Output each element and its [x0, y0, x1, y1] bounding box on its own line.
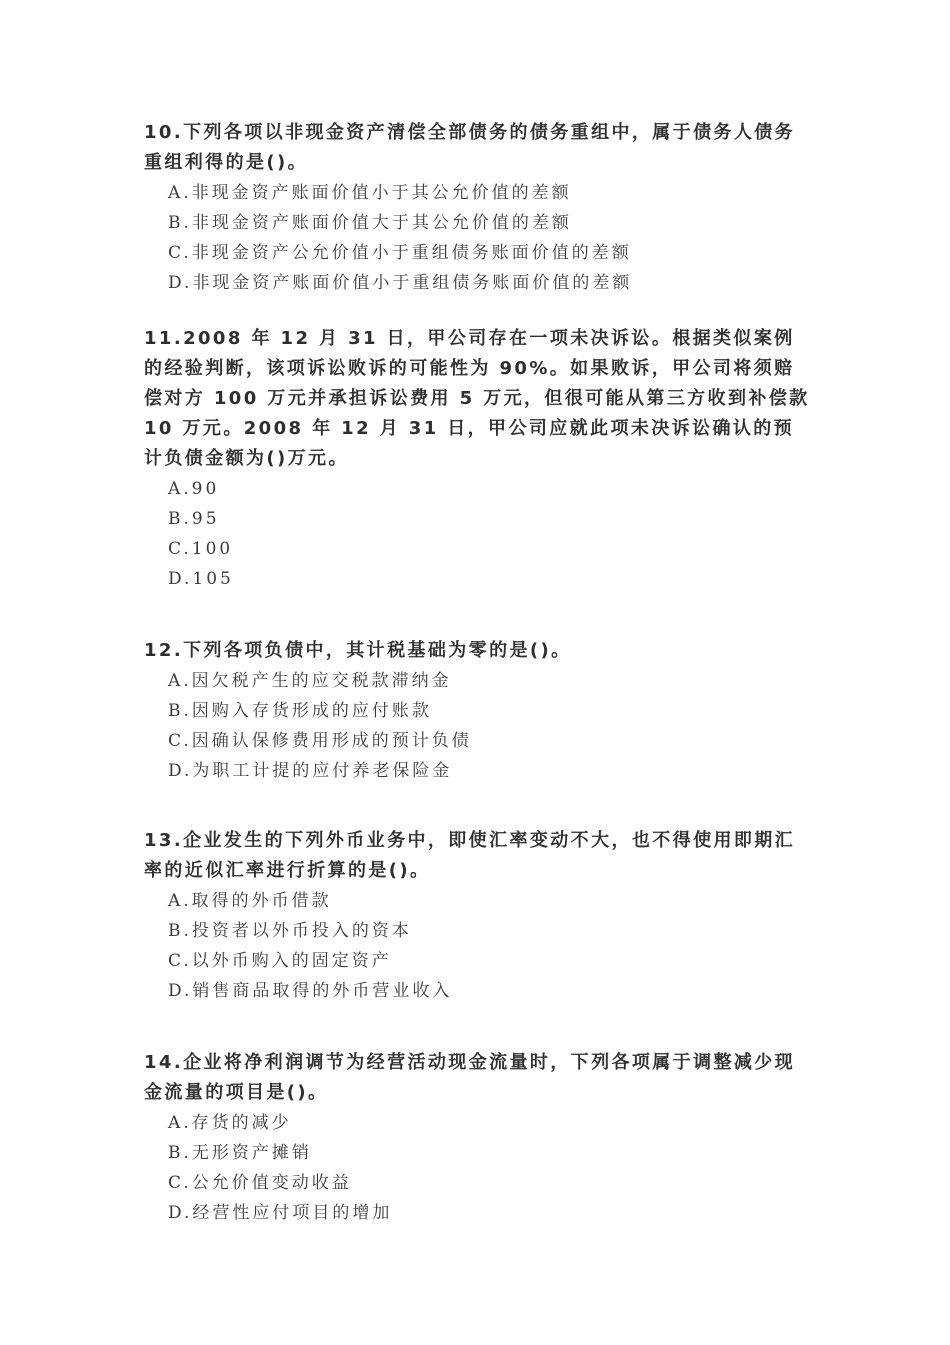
option-a: A.存货的减少 [168, 1113, 292, 1133]
option-d: D.经营性应付项目的增加 [168, 1203, 393, 1223]
option-d: D.为职工计提的应付养老保险金 [168, 761, 453, 781]
option-list [144, 474, 810, 594]
question-stem: 13.企业发生的下列外币业务中，即使汇率变动不大，也不得使用即期汇率的近似汇率进行折算的是()。 [144, 830, 796, 881]
option-b: B.投资者以外币投入的资本 [168, 921, 412, 941]
option-a: A.因欠税产生的应交税款滞纳金 [168, 671, 452, 691]
question-stem: 11.2008 年 12 月 31 日，甲公司存在一项未决诉讼。根据类似案例的经验判断，该项诉讼败诉的可能性为 90%。如果败诉，甲公司将须赔偿对方 100 万元并承担诉讼费用 5 万元，但很可能从第三方收到补偿款 10 万元。2008 年 12 月 31 日，甲公司应就此项未决诉讼确认的预计负债金额为()万元。 [144, 328, 810, 469]
option-list [144, 1108, 810, 1228]
option-d: D.105 [168, 569, 234, 589]
question-13 [144, 826, 810, 1006]
question-10 [144, 118, 810, 298]
option-c: C.因确认保修费用形成的预计负债 [168, 731, 472, 751]
option-b: B.因购入存货形成的应付账款 [168, 701, 432, 721]
option-a: A.取得的外币借款 [168, 891, 332, 911]
option-d: D.非现金资产账面价值小于重组债务账面价值的差额 [168, 273, 633, 293]
option-a: A.90 [168, 479, 220, 499]
option-a: A.非现金资产账面价值小于其公允价值的差额 [168, 183, 572, 203]
option-list [144, 666, 810, 786]
question-12 [144, 636, 810, 786]
option-b: B.95 [168, 509, 220, 529]
question-11 [144, 324, 810, 594]
option-d: D.销售商品取得的外币营业收入 [168, 981, 453, 1001]
option-list [144, 178, 810, 298]
question-stem: 12.下列各项负债中，其计税基础为零的是()。 [144, 640, 572, 661]
option-c: C.非现金资产公允价值小于重组债务账面价值的差额 [168, 243, 632, 263]
option-b: B.无形资产摊销 [168, 1143, 312, 1163]
option-list [144, 886, 810, 1006]
option-c: C.以外币购入的固定资产 [168, 951, 392, 971]
option-b: B.非现金资产账面价值大于其公允价值的差额 [168, 213, 572, 233]
option-c: C.100 [168, 539, 234, 559]
question-14 [144, 1048, 810, 1228]
option-c: C.公允价值变动收益 [168, 1173, 352, 1193]
question-stem: 14.企业将净利润调节为经营活动现金流量时，下列各项属于调整减少现金流量的项目是()。 [144, 1052, 796, 1103]
question-stem: 10.下列各项以非现金资产清偿全部债务的债务重组中，属于债务人债务重组利得的是()。 [144, 122, 796, 173]
